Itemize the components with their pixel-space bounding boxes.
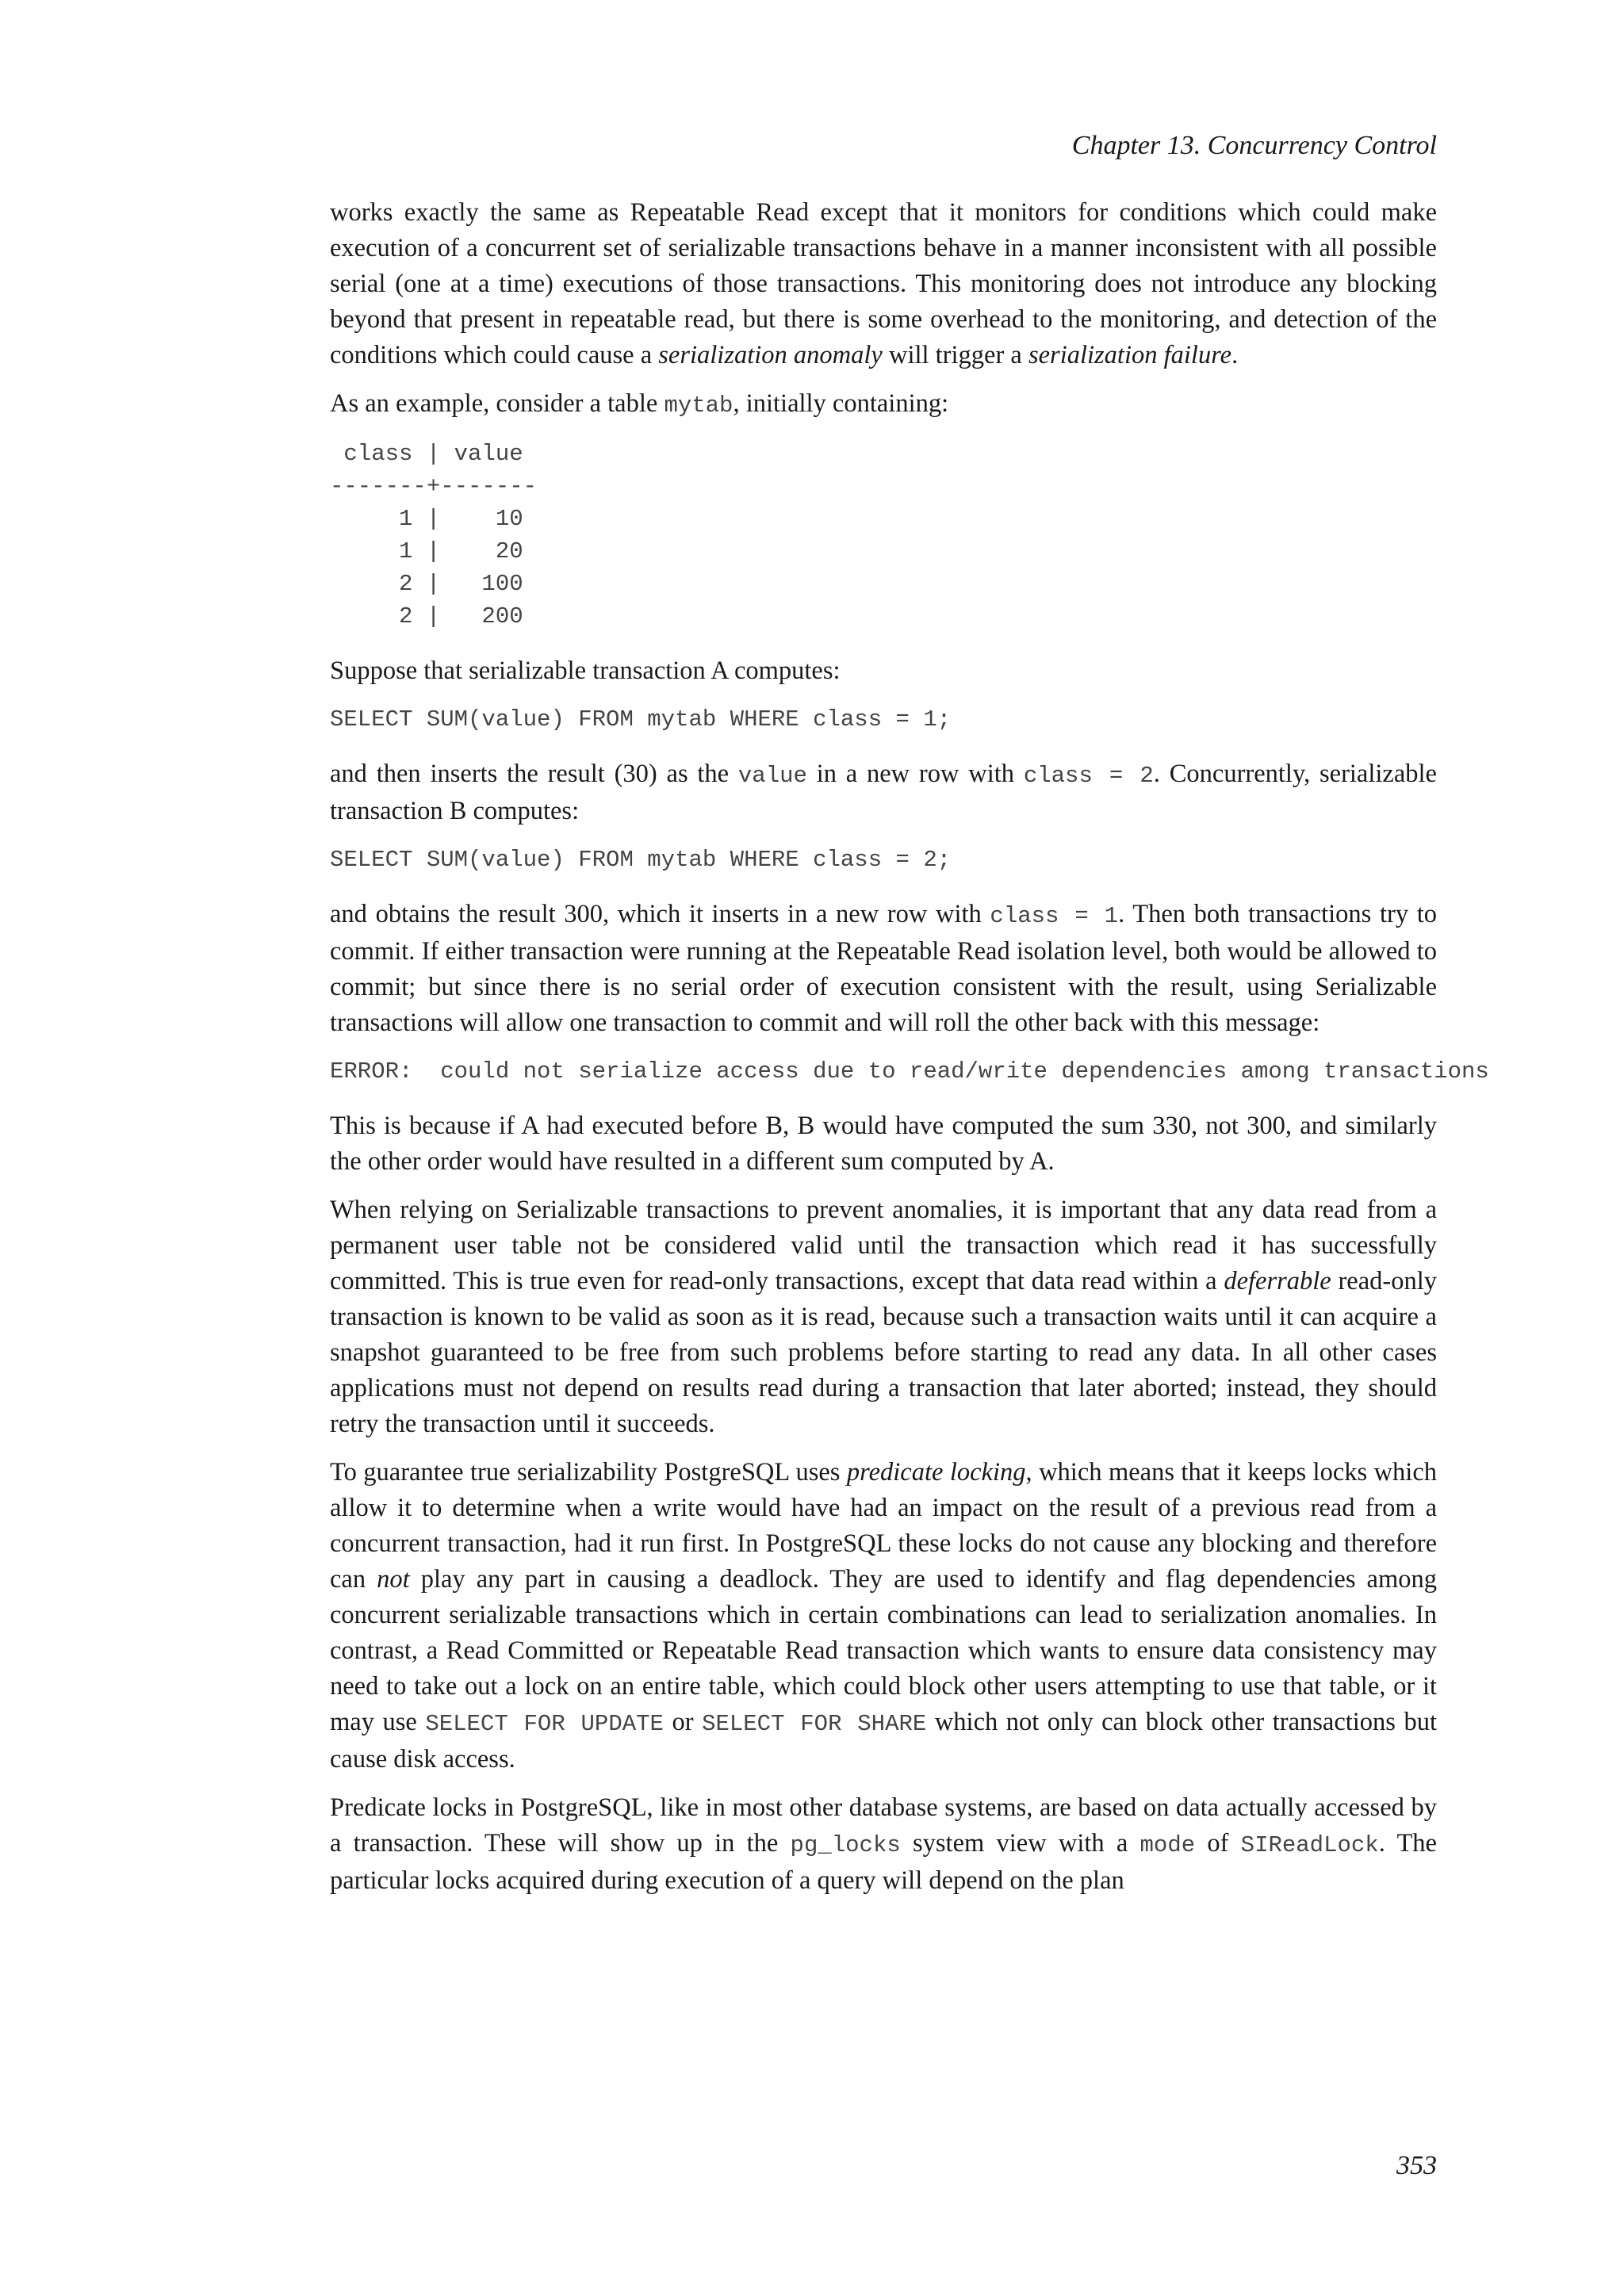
code-class-2: class = 2 (1023, 763, 1154, 789)
paragraph-explanation (330, 1108, 1437, 1180)
text: works exactly the same as Repeatable Read except that it monitors for conditions which could make execution of a concurrent set of serializable transactions behave in a manner inconsistent with all possible serial (one at a time) executions of those transactions. This monitoring does not introduce any blocking beyond that present in repeatable read, but there is some overhead to the monitoring, and detection of the conditions which could cause a (330, 198, 1437, 369)
text: which not only can block other transactions but cause disk access. (330, 1708, 1437, 1774)
term-serialization-anomaly: serialization anomaly (658, 341, 883, 369)
term-serialization-failure: serialization failure (1028, 341, 1232, 369)
code-mode: mode (1139, 1832, 1196, 1858)
text: of (1195, 1829, 1241, 1858)
paragraph-transaction-b (330, 756, 1437, 829)
table-listing: class | value -------+------- 1 | 10 1 | 20 2 | 100 2 | 200 (330, 441, 538, 629)
paragraph-predicate-locks-detail (330, 1790, 1437, 1899)
text: , initially containing: (733, 389, 949, 418)
code-pg-locks: pg_locks (790, 1832, 901, 1858)
text: . Concurrently, serializable transaction B computes: (330, 760, 1437, 825)
text: . Then both transactions try to commit. If either transaction were running at the Repeatable Read isolation level, both would be allowed to commit; but since there is no serial order of execution consistent with the result, using Serializable transactions will allow one transaction to commit and will roll the other back with this message: (330, 900, 1437, 1037)
paragraph-transaction-a (330, 653, 1437, 689)
text: play any part in causing a deadlock. They are used to identify and flag dependencies among concurrent serializable transactions which in certain combinations can lead to serialization anomalies. In contrast, a Read Committed or Repeatable Read transaction which wants to ensure data consistency may need to take out a lock on an entire table, which could block other users attempting to use that table, or it may use (330, 1565, 1437, 1736)
code-select-for-update: SELECT FOR UPDATE (425, 1711, 664, 1737)
text: in a new row with (806, 760, 1024, 788)
code-sireadlock: SIReadLock (1240, 1832, 1379, 1858)
text: Suppose that serializable transaction A computes: (330, 656, 841, 685)
text: , which means that it keeps locks which allow it to determine when a write would have had an impact on the result of a previous read from a concurrent transaction, had it run first. In PostgreSQL these locks do not cause any blocking and therefore can (330, 1458, 1438, 1594)
term-predicate-locking: predicate locking (846, 1458, 1026, 1487)
code-value: value (737, 763, 807, 789)
text: or (663, 1708, 703, 1736)
text: When relying on Serializable transactions to prevent anomalies, it is important that any data read from a permanent user table not be considered valid until the transaction which read it has successfully committed. This is true even for read-only transactions, except that data read within a (330, 1196, 1437, 1295)
text: and obtains the result 300, which it inserts in a new row with (330, 900, 990, 928)
paragraph-example-intro (330, 386, 1437, 423)
code-query-a: SELECT SUM(value) FROM mytab WHERE class = 1; (330, 706, 952, 733)
page-body (330, 195, 1489, 1911)
text: Predicate locks in PostgreSQL, like in most other database systems, are based on data actually accessed by a transaction. These will show up in the (330, 1793, 1437, 1858)
text: . The particular locks acquired during execution of a query will depend on the plan (330, 1829, 1437, 1895)
term-not: not (377, 1565, 410, 1594)
page-number: 353 (1396, 2151, 1437, 2180)
paragraph-serializable-intro (330, 195, 1437, 373)
text: This is because if A had executed before B, B would have computed the sum 330, not 300, and similarly the other order would have resulted in a different sum computed by A. (330, 1112, 1437, 1176)
code-class-1: class = 1 (990, 903, 1119, 929)
code-mytab: mytab (664, 392, 733, 419)
text: To guarantee true serializability PostgreSQL uses (330, 1458, 847, 1487)
text: and then inserts the result (30) as the (330, 760, 738, 788)
running-header: Chapter 13. Concurrency Control (1071, 131, 1437, 160)
paragraph-predicate-locking (330, 1455, 1437, 1777)
paragraph-read-validity (330, 1192, 1437, 1442)
term-deferrable: deferrable (1224, 1267, 1331, 1295)
text: . (1231, 341, 1239, 369)
paragraph-commit-outcome (330, 897, 1437, 1041)
text: As an example, consider a table (330, 389, 665, 418)
error-message: ERROR: could not serialize access due to read/write dependencies among transactions (330, 1058, 1489, 1085)
code-select-for-share: SELECT FOR SHARE (702, 1711, 927, 1737)
code-query-b: SELECT SUM(value) FROM mytab WHERE class = 2; (330, 847, 952, 873)
text: system view with a (900, 1829, 1140, 1858)
text: will trigger a (882, 341, 1028, 369)
text: read-only transaction is known to be valid as soon as it is read, because such a transaction waits until it can acquire a snapshot guaranteed to be free from such problems before starting to read any data. In all other cases applications must not depend on results read during a transaction that later aborted; instead, they should retry the transaction until it succeeds. (330, 1267, 1437, 1438)
